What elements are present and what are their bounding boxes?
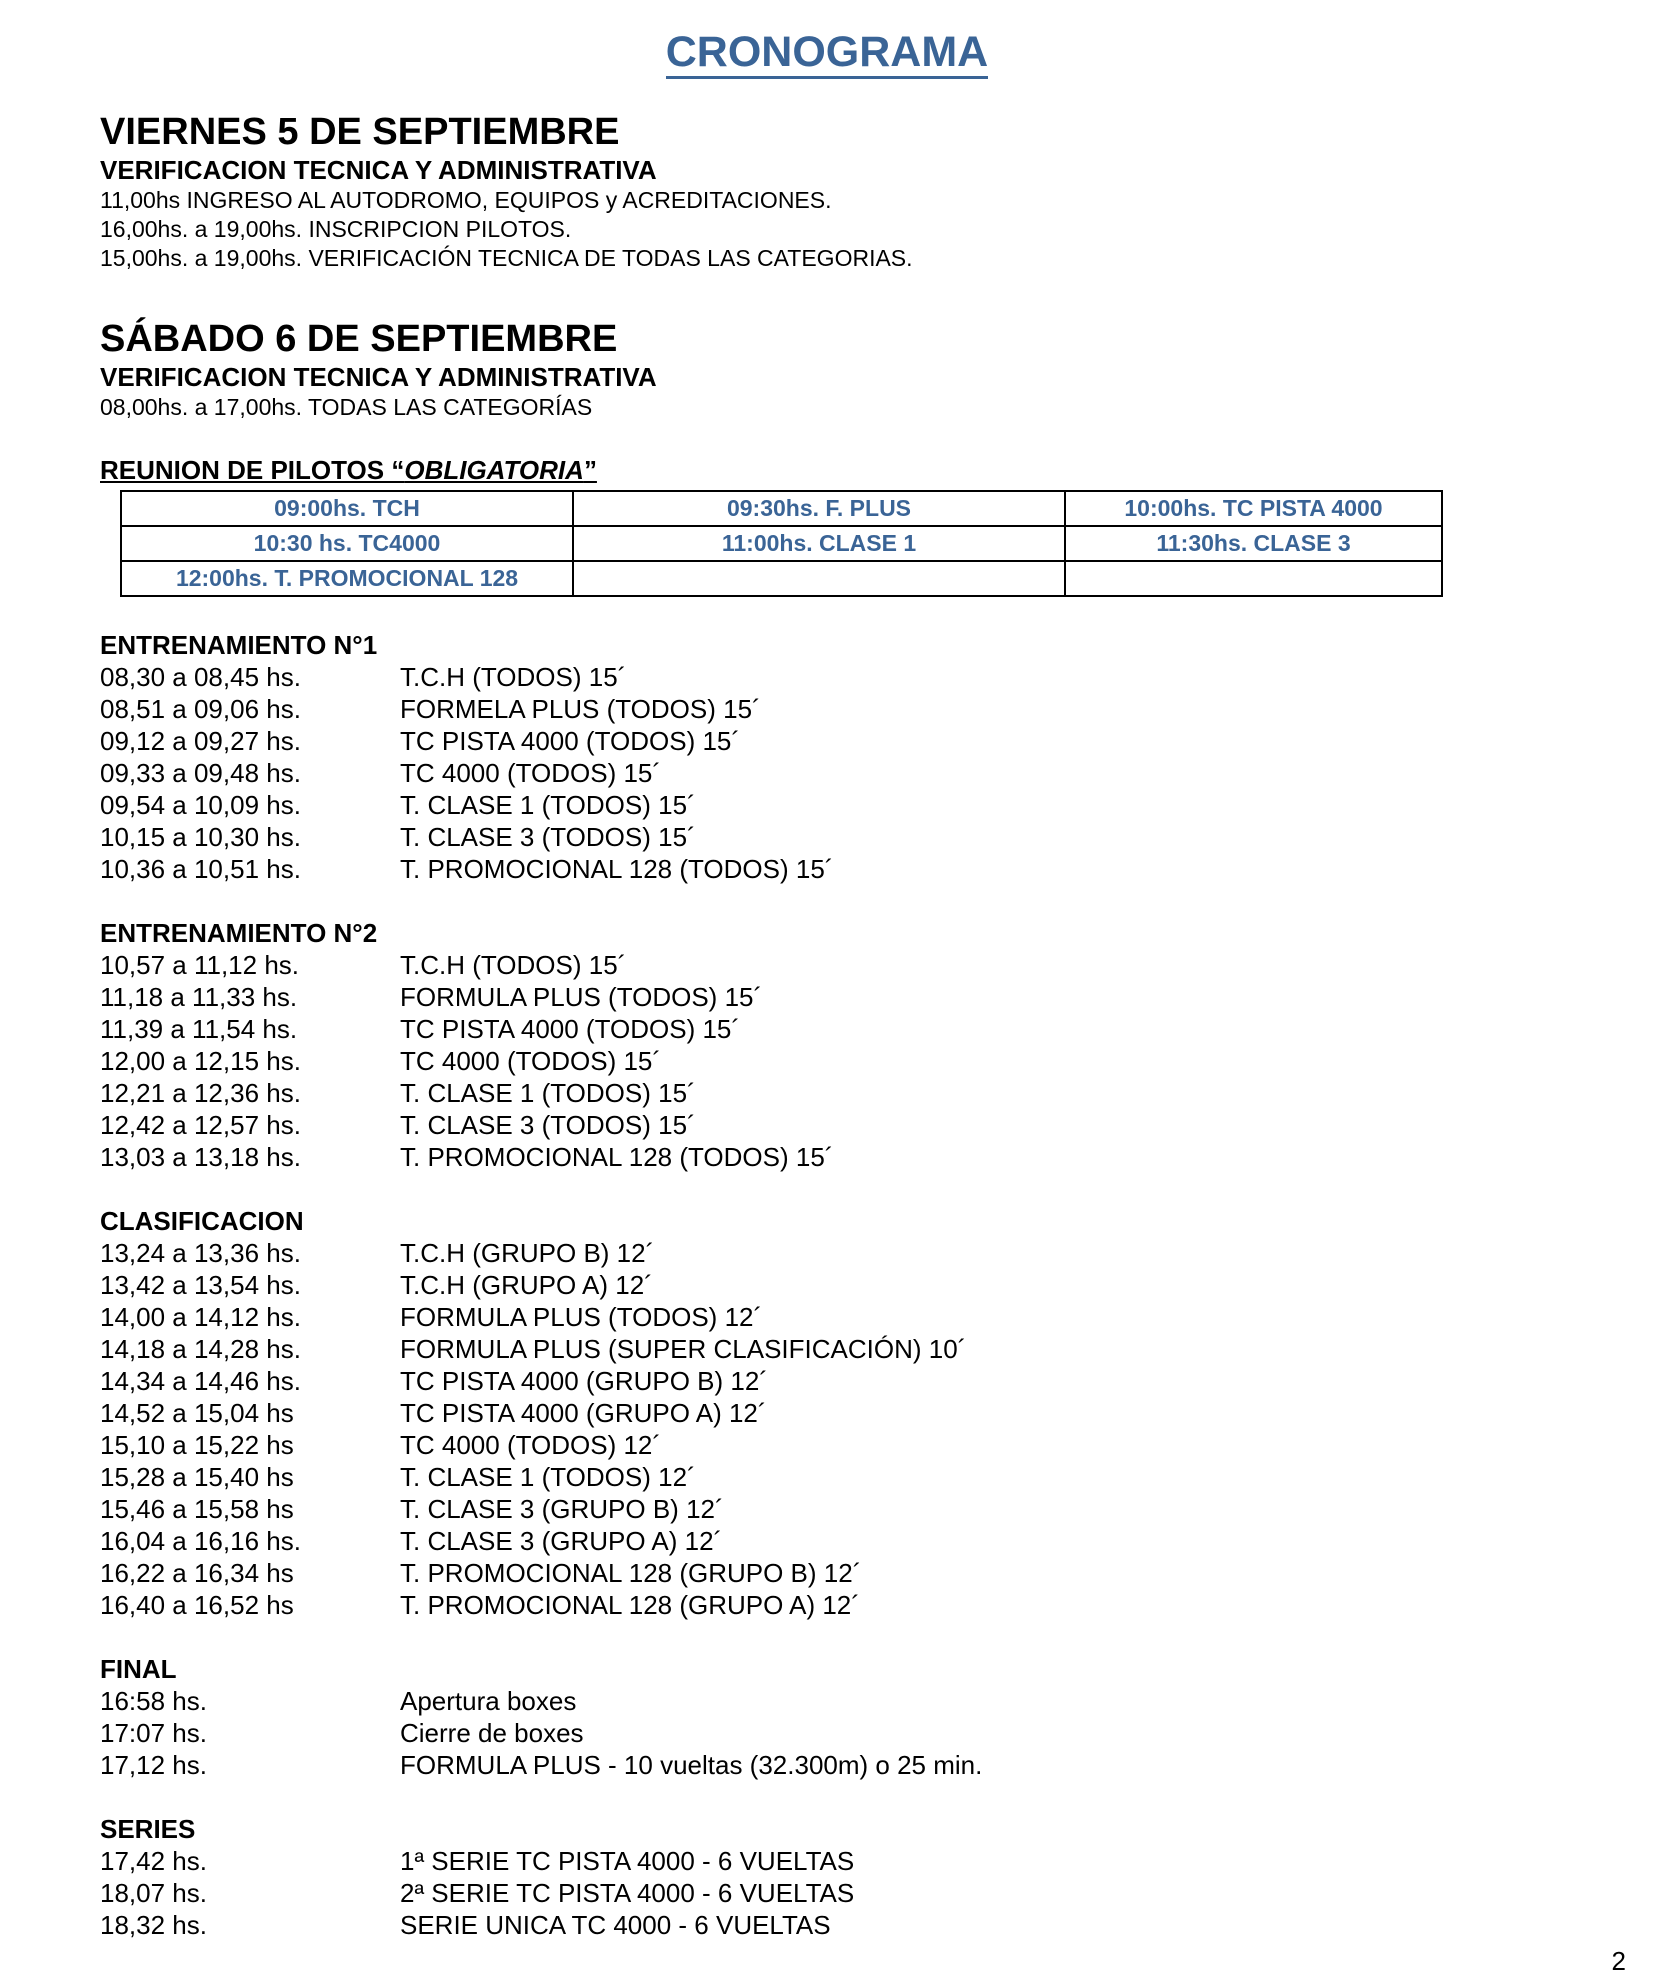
schedule-row (100, 1365, 1580, 1397)
schedule-event: TC 4000 (TODOS) 15´ (400, 758, 662, 788)
schedule-row (100, 1557, 1580, 1589)
schedule-row (100, 1109, 1580, 1141)
schedule-time: 13,03 a 13,18 hs. (100, 1142, 301, 1172)
schedule-time: 11,18 a 11,33 hs. (100, 982, 298, 1012)
schedule-row (100, 693, 1580, 725)
schedule-row (100, 1525, 1580, 1557)
schedule-event: TC PISTA 4000 (GRUPO A) 12´ (400, 1398, 767, 1428)
schedule-time: 10,36 a 10,51 hs. (100, 854, 301, 884)
schedule-event: TC PISTA 4000 (GRUPO B) 12´ (400, 1366, 768, 1396)
table-cell: 10:00hs. TC PISTA 4000 (1065, 491, 1442, 526)
schedule-event: 2ª SERIE TC PISTA 4000 - 6 VUELTAS (400, 1878, 855, 1908)
schedule-row (100, 725, 1580, 757)
schedule-row (100, 1013, 1580, 1045)
table-cell: 10:30 hs. TC4000 (121, 526, 573, 561)
schedule-event: T. CLASE 1 (TODOS) 15´ (400, 790, 696, 820)
schedule-event: SERIE UNICA TC 4000 - 6 VUELTAS (400, 1910, 831, 1940)
schedule-event: T. CLASE 1 (TODOS) 15´ (400, 1078, 696, 1108)
schedule-time: 16:58 hs. (100, 1686, 207, 1716)
section-title: FINAL (100, 1654, 177, 1684)
page-number: 2 (1611, 1946, 1626, 1976)
schedule-row (100, 1717, 1580, 1749)
schedule-row (100, 1045, 1580, 1077)
schedule-time: 12,42 a 12,57 hs. (100, 1110, 301, 1140)
schedule-event: FORMULA PLUS (TODOS) 12´ (400, 1302, 763, 1332)
schedule-row (100, 1301, 1580, 1333)
schedule-row (100, 1877, 1580, 1909)
schedule-event: T. CLASE 3 (GRUPO A) 12´ (400, 1526, 723, 1556)
schedule-event: Cierre de boxes (400, 1718, 584, 1748)
schedule-time: 16,40 a 16,52 hs (100, 1590, 294, 1620)
schedule-row (100, 1589, 1580, 1621)
table-cell: 09:00hs. TCH (121, 491, 573, 526)
meeting-title-suffix: ” (583, 455, 597, 485)
section-title: SERIES (100, 1814, 196, 1844)
schedule-event: T. CLASE 3 (GRUPO B) 12´ (400, 1494, 724, 1524)
schedule-row (100, 981, 1580, 1013)
schedule-time: 09,33 a 09,48 hs. (100, 758, 301, 788)
schedule-time: 09,54 a 10,09 hs. (100, 790, 301, 820)
schedule-row (100, 1237, 1580, 1269)
schedule-row (100, 757, 1580, 789)
schedule-time: 16,04 a 16,16 hs. (100, 1526, 301, 1556)
schedule-row (100, 1141, 1580, 1173)
saturday-title: SÁBADO 6 DE SEPTIEMBRE (100, 318, 618, 360)
friday-line: 15,00hs. a 19,00hs. VERIFICACIÓN TECNICA DE TODAS LAS CATEGORIAS. (100, 245, 913, 271)
section-title: CLASIFICACION (100, 1206, 304, 1236)
schedule-time: 15,28 a 15,40 hs (100, 1462, 294, 1492)
schedule-event: T.C.H (TODOS) 15´ (400, 662, 627, 692)
schedule-row (100, 1845, 1580, 1877)
section-title: ENTRENAMIENTO N°2 (100, 918, 378, 948)
table-cell: 11:30hs. CLASE 3 (1065, 526, 1442, 561)
schedule-time: 09,12 a 09,27 hs. (100, 726, 301, 756)
schedule-event: FORMULA PLUS (SUPER CLASIFICACIÓN) 10´ (400, 1334, 967, 1364)
schedule-time: 16,22 a 16,34 hs (100, 1558, 294, 1588)
table-row (121, 491, 1442, 526)
schedule-time: 17,12 hs. (100, 1750, 207, 1780)
schedule-event: T. PROMOCIONAL 128 (GRUPO A) 12´ (400, 1590, 860, 1620)
schedule-row (100, 821, 1580, 853)
schedule-time: 13,42 a 13,54 hs. (100, 1270, 301, 1300)
schedule-event: T. PROMOCIONAL 128 (TODOS) 15´ (400, 854, 834, 884)
schedule-time: 10,57 a 11,12 hs. (100, 950, 300, 980)
schedule-event: T.C.H (GRUPO B) 12´ (400, 1238, 655, 1268)
page-title-text: CRONOGRAMA (666, 28, 988, 79)
schedule-time: 17,42 hs. (100, 1846, 207, 1876)
friday-subtitle: VERIFICACION TECNICA Y ADMINISTRATIVA (100, 155, 657, 185)
schedule-event: TC 4000 (TODOS) 15´ (400, 1046, 662, 1076)
schedule-time: 11,39 a 11,54 hs. (100, 1014, 298, 1044)
schedule-row (100, 949, 1580, 981)
meeting-schedule-table (120, 490, 1443, 597)
schedule-time: 18,07 hs. (100, 1878, 207, 1908)
schedule-event: TC 4000 (TODOS) 12´ (400, 1430, 662, 1460)
schedule-row (100, 1909, 1580, 1941)
saturday-subtitle: VERIFICACION TECNICA Y ADMINISTRATIVA (100, 362, 657, 392)
schedule-event: FORMULA PLUS (TODOS) 15´ (400, 982, 763, 1012)
schedule-time: 10,15 a 10,30 hs. (100, 822, 301, 852)
schedule-time: 14,52 a 15,04 hs (100, 1398, 294, 1428)
friday-title: VIERNES 5 DE SEPTIEMBRE (100, 111, 620, 153)
schedule-row (100, 853, 1580, 885)
schedule-time: 17:07 hs. (100, 1718, 207, 1748)
schedule-time: 14,18 a 14,28 hs. (100, 1334, 301, 1364)
schedule-time: 08,30 a 08,45 hs. (100, 662, 301, 692)
schedule-row (100, 661, 1580, 693)
schedule-row (100, 1461, 1580, 1493)
schedule-time: 15,46 a 15,58 hs (100, 1494, 294, 1524)
schedule-time: 13,24 a 13,36 hs. (100, 1238, 301, 1268)
schedule-time: 08,51 a 09,06 hs. (100, 694, 301, 724)
schedule-time: 15,10 a 15,22 hs (100, 1430, 294, 1460)
table-cell: 09:30hs. F. PLUS (573, 491, 1065, 526)
schedule-row (100, 1269, 1580, 1301)
table-cell (1065, 561, 1442, 596)
schedule-row (100, 1749, 1580, 1781)
schedule-event: T. CLASE 3 (TODOS) 15´ (400, 1110, 696, 1140)
schedule-event: FORMELA PLUS (TODOS) 15´ (400, 694, 761, 724)
schedule-time: 14,00 a 14,12 hs. (100, 1302, 301, 1332)
schedule-event: T.C.H (GRUPO A) 12´ (400, 1270, 653, 1300)
schedule-event: T. PROMOCIONAL 128 (GRUPO B) 12´ (400, 1558, 862, 1588)
schedule-row (100, 1429, 1580, 1461)
schedule-row (100, 1333, 1580, 1365)
friday-line: 16,00hs. a 19,00hs. INSCRIPCION PILOTOS. (100, 216, 572, 242)
schedule-event: TC PISTA 4000 (TODOS) 15´ (400, 1014, 741, 1044)
page-title (0, 28, 1654, 77)
schedule-row (100, 1077, 1580, 1109)
table-cell: 12:00hs. T. PROMOCIONAL 128 (121, 561, 573, 596)
schedule-time: 12,21 a 12,36 hs. (100, 1078, 301, 1108)
schedule-row (100, 1397, 1580, 1429)
schedule-row (100, 789, 1580, 821)
schedule-event: T. PROMOCIONAL 128 (TODOS) 15´ (400, 1142, 834, 1172)
schedule-row (100, 1493, 1580, 1525)
document-body (100, 110, 1580, 1941)
meeting-title (100, 454, 1580, 486)
table-cell: 11:00hs. CLASE 1 (573, 526, 1065, 561)
schedule-event: T. CLASE 1 (TODOS) 12´ (400, 1462, 696, 1492)
table-cell (573, 561, 1065, 596)
table-row (121, 561, 1442, 596)
meeting-title-prefix: REUNION DE PILOTOS “ (100, 455, 405, 485)
schedule-event: T.C.H (TODOS) 15´ (400, 950, 627, 980)
schedule-time: 14,34 a 14,46 hs. (100, 1366, 301, 1396)
schedule-time: 12,00 a 12,15 hs. (100, 1046, 301, 1076)
saturday-line: 08,00hs. a 17,00hs. TODAS LAS CATEGORÍAS (100, 394, 593, 420)
meeting-title-emphasis: OBLIGATORIA (404, 455, 584, 485)
friday-line: 11,00hs INGRESO AL AUTODROMO, EQUIPOS y ACREDITACIONES. (100, 187, 832, 213)
schedule-time: 18,32 hs. (100, 1910, 207, 1940)
schedule-row (100, 1685, 1580, 1717)
schedule-event: 1ª SERIE TC PISTA 4000 - 6 VUELTAS (400, 1846, 855, 1876)
schedule-event: FORMULA PLUS - 10 vueltas (32.300m) o 25 min. (400, 1750, 983, 1780)
schedule-event: Apertura boxes (400, 1686, 577, 1716)
table-row (121, 526, 1442, 561)
schedule-event: T. CLASE 3 (TODOS) 15´ (400, 822, 696, 852)
section-title: ENTRENAMIENTO N°1 (100, 630, 378, 660)
schedule-event: TC PISTA 4000 (TODOS) 15´ (400, 726, 741, 756)
